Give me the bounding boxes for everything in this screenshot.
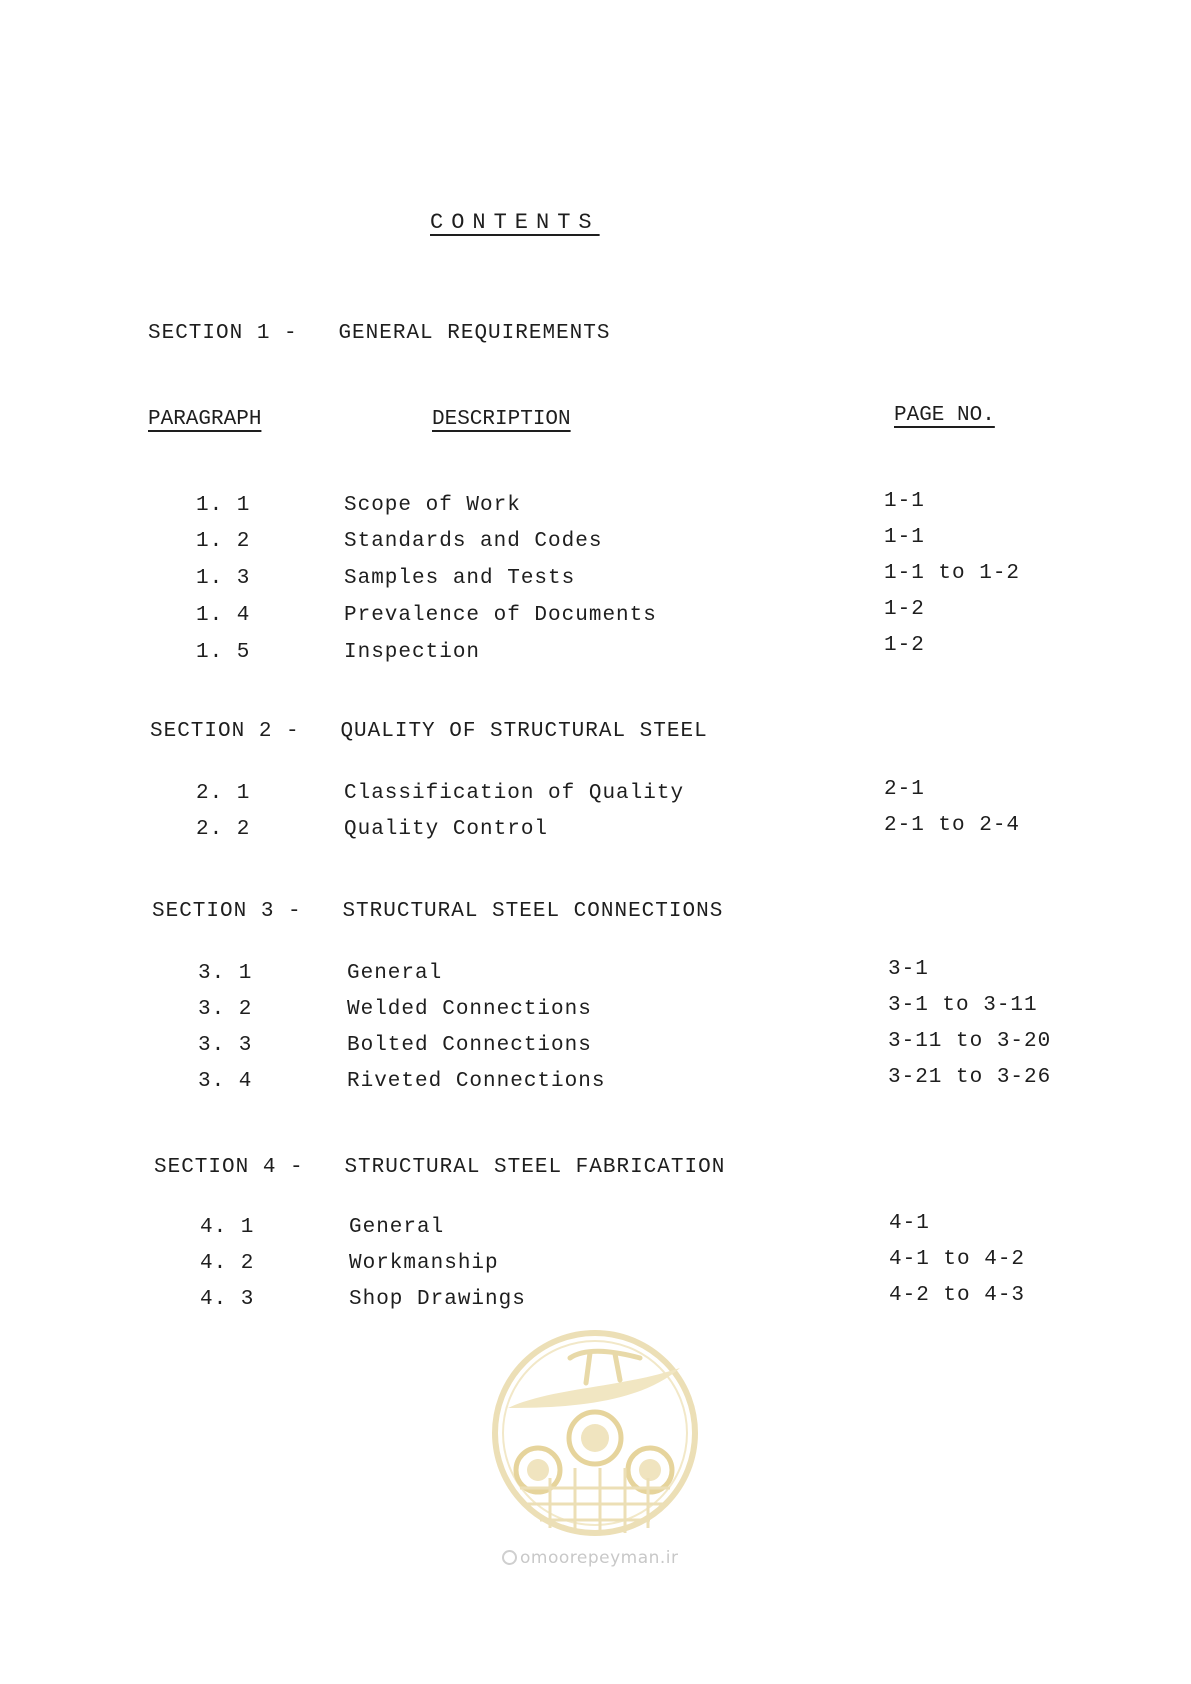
row-paragraph: 3. 4	[198, 1070, 253, 1093]
row-description: Samples and Tests	[344, 567, 576, 590]
row-description: Shop Drawings	[349, 1288, 526, 1311]
section-4-heading	[154, 1156, 725, 1179]
row-page: 1-1	[884, 490, 925, 513]
page-title: CONTENTS	[430, 210, 600, 235]
row-description: Standards and Codes	[344, 530, 603, 553]
section-title: STRUCTURAL STEEL CONNECTIONS	[342, 900, 724, 923]
row-paragraph: 1. 3	[196, 567, 251, 590]
row-page: 4-2 to 4-3	[889, 1284, 1026, 1307]
row-page: 3-21 to 3-26	[888, 1066, 1052, 1089]
row-paragraph: 3. 2	[198, 998, 253, 1021]
row-paragraph: 1. 4	[196, 604, 251, 627]
row-page: 4-1 to 4-2	[889, 1248, 1026, 1271]
row-page: 3-11 to 3-20	[888, 1030, 1052, 1053]
column-header-page-no: PAGE NO.	[894, 404, 995, 427]
row-page: 4-1	[889, 1212, 930, 1235]
row-description: Scope of Work	[344, 494, 521, 517]
row-description: Quality Control	[344, 818, 549, 841]
row-paragraph: 2. 1	[196, 782, 251, 805]
section-1-heading	[148, 322, 610, 345]
row-description: Inspection	[344, 641, 481, 664]
row-page: 1-1 to 1-2	[884, 562, 1021, 585]
row-paragraph: 3. 1	[198, 962, 253, 985]
row-paragraph: 1. 2	[196, 530, 251, 553]
row-description: Classification of Quality	[344, 782, 685, 805]
row-description: Welded Connections	[347, 998, 592, 1021]
row-description: Workmanship	[349, 1252, 499, 1275]
row-page: 3-1 to 3-11	[888, 994, 1038, 1017]
row-paragraph: 3. 3	[198, 1034, 253, 1057]
column-header-paragraph: PARAGRAPH	[148, 408, 262, 431]
column-header-description: DESCRIPTION	[432, 408, 571, 431]
section-title: STRUCTURAL STEEL FABRICATION	[344, 1156, 726, 1179]
section-2-heading	[150, 720, 708, 743]
row-page: 2-1	[884, 778, 925, 801]
section-label: SECTION 4 -	[154, 1156, 304, 1179]
row-page: 1-1	[884, 526, 925, 549]
section-label: SECTION 3 -	[152, 900, 302, 923]
row-paragraph: 1. 5	[196, 641, 251, 664]
section-title: QUALITY OF STRUCTURAL STEEL	[340, 720, 708, 743]
row-page: 2-1 to 2-4	[884, 814, 1021, 837]
row-description: General	[349, 1216, 445, 1239]
row-page: 3-1	[888, 958, 929, 981]
watermark-logo	[490, 1328, 700, 1538]
section-label: SECTION 1 -	[148, 322, 298, 345]
row-page: 1-2	[884, 598, 925, 621]
section-title: GENERAL REQUIREMENTS	[338, 322, 611, 345]
at-icon	[502, 1550, 517, 1565]
row-paragraph: 2. 2	[196, 818, 251, 841]
section-label: SECTION 2 -	[150, 720, 300, 743]
row-paragraph: 4. 3	[200, 1288, 255, 1311]
row-paragraph: 1. 1	[196, 494, 251, 517]
row-paragraph: 4. 2	[200, 1252, 255, 1275]
row-paragraph: 4. 1	[200, 1216, 255, 1239]
row-description: Bolted Connections	[347, 1034, 592, 1057]
row-description: Prevalence of Documents	[344, 604, 657, 627]
row-description: Riveted Connections	[347, 1070, 606, 1093]
section-3-heading	[152, 900, 723, 923]
row-description: General	[347, 962, 443, 985]
watermark-site: omoorepeyman.ir	[502, 1548, 679, 1568]
row-page: 1-2	[884, 634, 925, 657]
